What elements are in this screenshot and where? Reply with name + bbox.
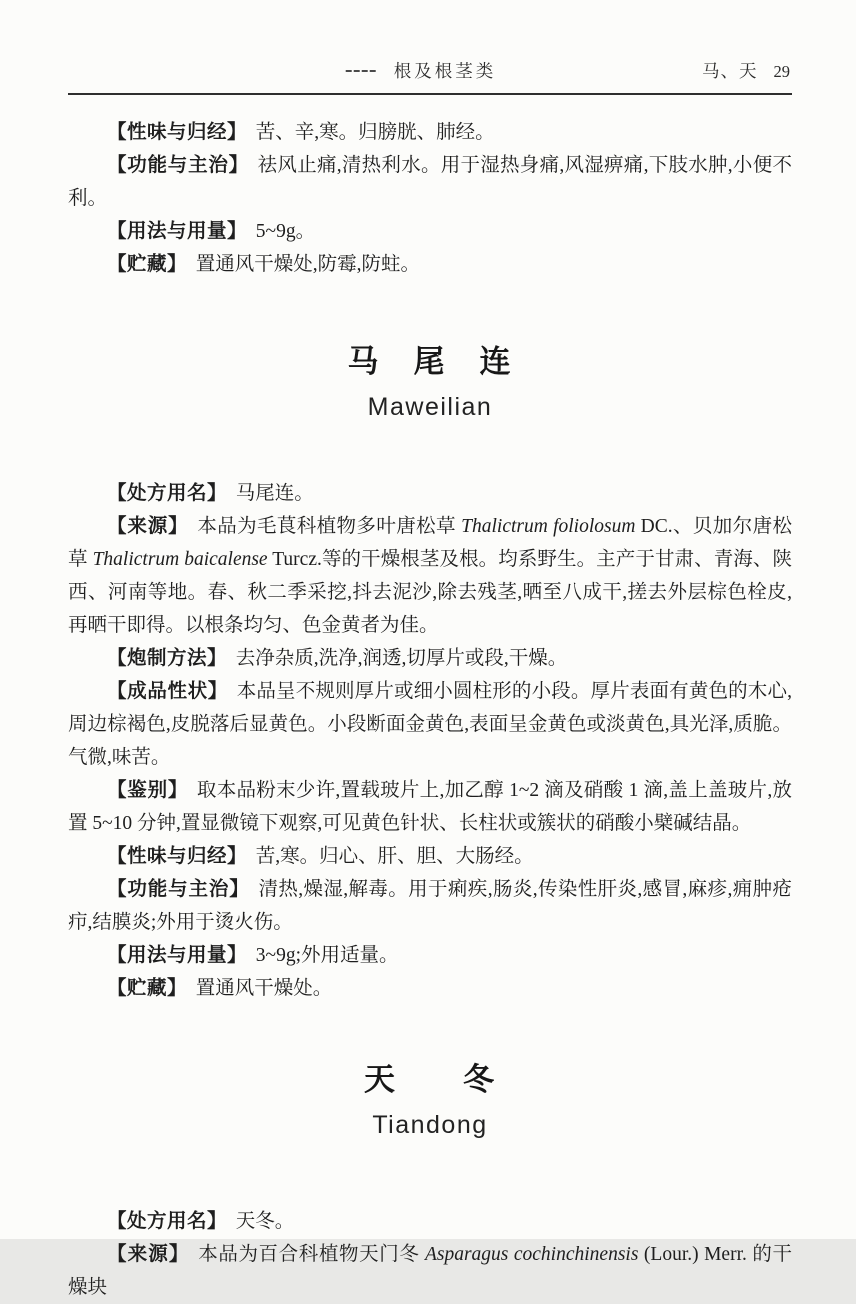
paragraph [68,1238,792,1304]
paragraph-text [236,1211,295,1232]
paragraph-label: 【性味与归经】 [107,121,248,143]
entry-paragraphs [68,477,792,1005]
paragraph-text [236,648,568,669]
paragraph-text [236,483,314,504]
paragraph [68,642,792,675]
paragraph-text [256,221,315,242]
continuation-paragraphs [68,116,792,281]
continuation-section [68,116,792,281]
text-run: 置通风干燥处。 [195,978,333,999]
paragraph-label: 【炮制方法】 [107,647,228,669]
text-run: 苦、辛,寒。归膀胱、肺经。 [255,122,495,143]
text-run: 天冬。 [235,1211,295,1232]
entry-heading-tiandong [68,1057,792,1145]
paragraph-text [256,122,495,143]
running-header [68,58,792,84]
paragraph [68,840,792,873]
paragraph-text [196,978,333,999]
entry-section-maweilian [68,477,792,1005]
header-page-number: 29 [773,62,790,81]
header-guide-chars: 马、天 [702,61,758,81]
entry-title-cn: 马 尾 连 [347,344,513,379]
paragraph [68,1205,792,1238]
paragraph-label: 【性味与归经】 [107,845,248,867]
text-run: 本品为毛茛科植物多叶唐松草 [197,516,462,537]
paragraph-label: 【贮藏】 [107,977,188,999]
entry-title-pinyin: Maweilian [367,393,493,421]
paragraph [68,939,792,972]
text-run: 5~9g。 [255,221,316,242]
text-run: 本品呈不规则厚片或细小圆柱形的小段。厚片表面有黄色的木心,周边棕褐色,皮脱落后显黄色。小段断面金黄色,表面呈金黄色或淡黄色,具光泽,质脆。气微,味苦。 [68,681,792,768]
paragraph [68,116,792,149]
paragraph-label: 【来源】 [107,1243,190,1265]
paragraph-label: 【用法与用量】 [107,944,248,966]
paragraph [68,477,792,510]
text-run: 苦,寒。归心、肝、胆、大肠经。 [255,846,534,867]
entry-title-cn: 天 冬 [364,1062,496,1097]
paragraph [68,873,792,939]
entry-heading-maweilian [68,339,792,427]
paragraph-label: 【用法与用量】 [107,220,248,242]
paragraph-text [196,254,420,275]
paragraph [68,675,792,774]
latin-binomial: Asparagus cochinchinensis [424,1244,639,1265]
paragraph-label: 【贮藏】 [107,253,188,275]
text-run: 祛风止痛,清热利水。用于湿热身痛,风湿痹痛,下肢水肿,小便不利。 [68,155,792,209]
paragraph-text [256,945,399,966]
paragraph [68,774,792,840]
paragraph [68,215,792,248]
latin-binomial: Thalictrum foliolosum [461,516,636,537]
entry-title-pinyin: Tiandong [372,1111,488,1139]
paragraph [68,149,792,215]
paragraph-label: 【处方用名】 [107,1210,228,1232]
text-run: 清热,燥湿,解毒。用于痢疾,肠炎,传染性肝炎,感冒,麻疹,痈肿疮疖,结膜炎;外用于烫火伤。 [68,879,792,933]
entry-paragraphs [68,1205,792,1304]
paragraph [68,510,792,642]
header-rule [68,93,792,95]
text-run: Turcz.等的干燥根茎及根。均系野生。主产于甘肃、青海、陕西、河南等地。春、秋二季采挖,抖去泥沙,除去残茎,晒至八成干,搓去外层棕色栓皮,再晒干即得。以根条均匀、色金黄者为佳。 [68,549,792,636]
text-run: DC.、贝加尔唐松草 [68,516,792,570]
paragraph [68,248,792,281]
paragraph-text [256,846,534,867]
text-run: 马尾连。 [235,483,314,504]
paragraph-label: 【功能与主治】 [107,878,250,900]
header-section-title: 根及根茎类 [393,61,497,81]
text-run: 置通风干燥处,防霉,防蛀。 [195,254,421,275]
entry-section-tiandong [68,1205,792,1304]
paragraph-label: 【来源】 [107,515,189,537]
text-run: 去净杂质,洗净,润透,切厚片或段,干燥。 [235,648,568,669]
section-dash-icon [346,70,376,72]
paragraph [68,972,792,1005]
text-run: (Lour.) Merr. 的干燥块 [68,1244,792,1298]
paragraph-label: 【功能与主治】 [107,154,249,176]
text-run: 3~9g;外用适量。 [255,945,399,966]
paragraph-label: 【鉴别】 [107,779,189,801]
header-right [702,58,790,83]
latin-binomial: Thalictrum baicalense [92,549,268,570]
paragraph-label: 【成品性状】 [107,680,228,702]
text-run: 本品为百合科植物天门冬 [198,1244,425,1265]
text-run: 取本品粉末少许,置载玻片上,加乙醇 1~2 滴及硝酸 1 滴,盖上盖玻片,放置 5~10 分钟,置显微镜下观察,可见黄色针状、长柱状或簇状的硝酸小檗碱结晶。 [68,780,792,834]
paragraph-label: 【处方用名】 [107,482,228,504]
header-section [346,58,497,83]
